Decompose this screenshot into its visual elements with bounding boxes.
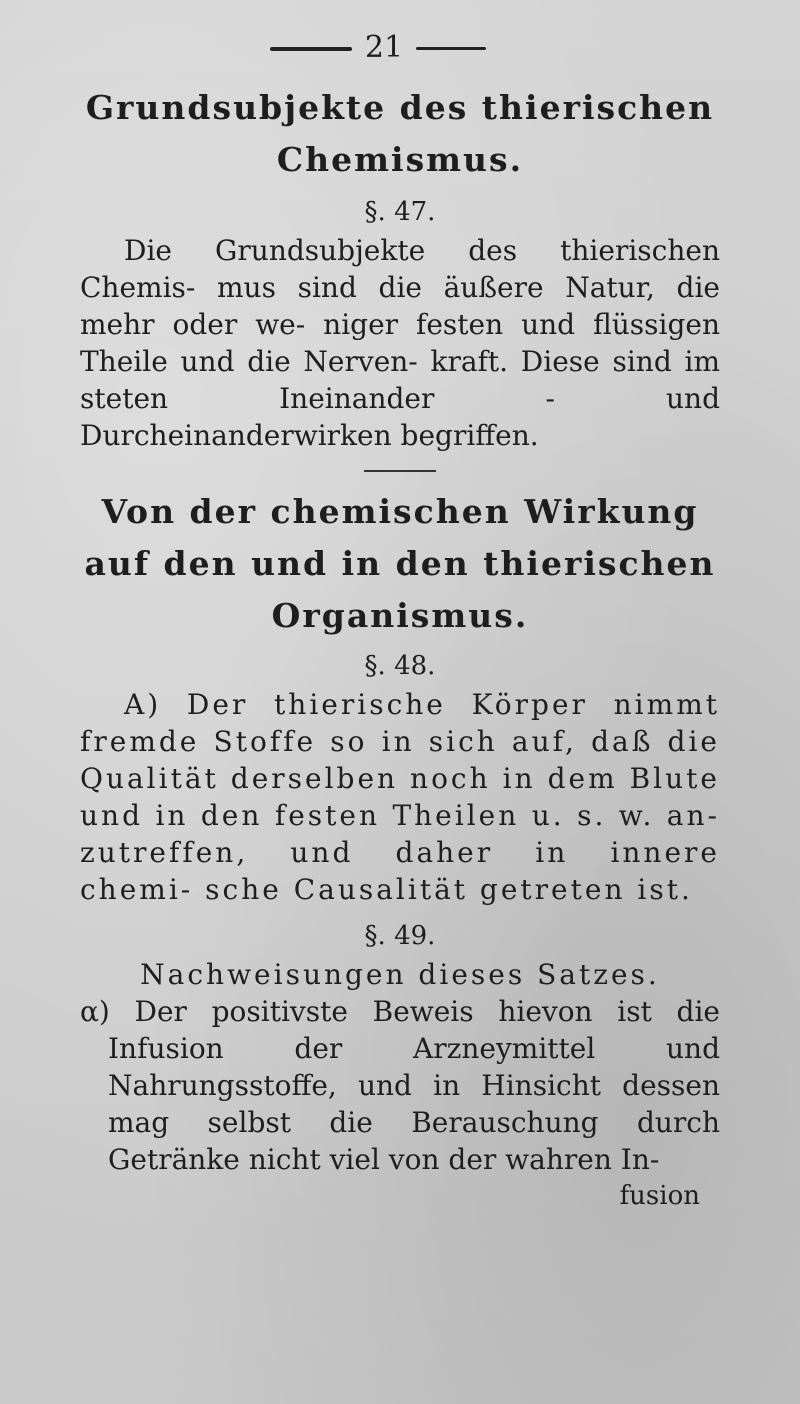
paragraph-47-text: Die Grundsubjekte des thierischen Chemis- mus sind die äußere Natur, die mehr oder we- niger festen und flüssigen Theile und die Nerven- kraft. Diese sind im steten Ineinander - und Durcheinanderwirken begriffen. [80, 234, 720, 452]
section-title-1: Grundsubjekte des thierischen Chemismus. [85, 88, 715, 179]
page-body [80, 82, 720, 1214]
paragraph-number-48: §. 48. [364, 651, 436, 681]
page-header [0, 28, 800, 68]
paragraph-49-text: α) Der positivste Beweis hievon ist die Infusion der Arzneymittel und Nahrungsstoffe, und in Hinsicht dessen mag selbst die Berauschung durch Getränke nicht viel von der wahren In- [80, 995, 720, 1176]
paragraph-number-49: §. 49. [364, 921, 436, 951]
paragraph-48-text: A) Der thierische Körper nimmt fremde Stoffe so in sich auf, daß die Qualität derselben noch in dem Blute und in den festen Theilen u. s. w. an- zutreffen, und daher in innere chemi- sche Causalität getreten ist. [80, 688, 720, 906]
paragraph-number-47: §. 47. [364, 197, 436, 227]
header-rule-left [270, 47, 352, 51]
page-number: 21 [364, 30, 404, 65]
paragraph-49-heading: Nachweisungen dieses Satzes. [140, 958, 660, 991]
header-rule-right [416, 47, 486, 50]
section-divider [364, 470, 436, 472]
catchword: fusion [619, 1181, 700, 1211]
section-title-2: Von der chemischen Wirkung auf den und in den thierischen Organismus. [84, 492, 716, 635]
